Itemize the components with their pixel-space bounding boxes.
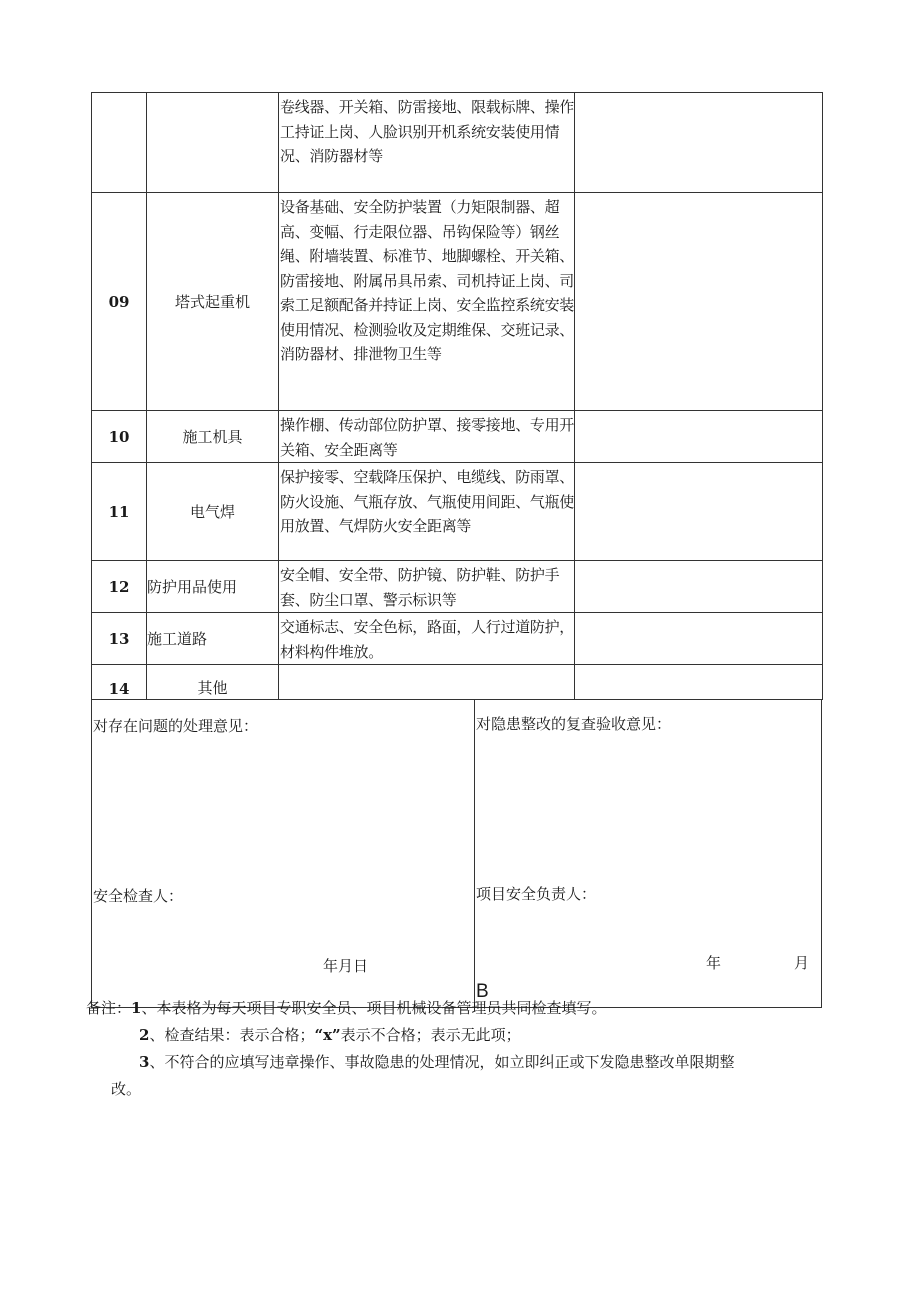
- row-item-name: 施工道路: [147, 613, 279, 665]
- inspection-sheet: [91, 92, 822, 1008]
- row-check-result[interactable]: [575, 561, 823, 613]
- row-number: 09: [92, 193, 147, 411]
- table-row: [92, 193, 823, 411]
- row-number: 10: [92, 411, 147, 463]
- row-check-content: [279, 665, 575, 700]
- remark-text: 改。: [111, 1080, 142, 1098]
- mark-letter: B: [476, 981, 489, 1002]
- row-check-content: 操作棚、传动部位防护罩、接零接地、专用开关箱、安全距离等: [279, 411, 575, 463]
- inspection-table: [91, 92, 823, 700]
- remark-x-symbol: “x”: [314, 1026, 341, 1044]
- row-item-name: 塔式起重机: [147, 193, 279, 411]
- row-check-result[interactable]: [575, 193, 823, 411]
- table-row: [92, 411, 823, 463]
- row-item-name: [147, 93, 279, 193]
- project-safety-manager-label: 项目安全负责人：: [476, 885, 597, 903]
- row-check-result[interactable]: [575, 411, 823, 463]
- row-check-result[interactable]: [575, 463, 823, 561]
- row-number: 14: [92, 665, 147, 700]
- remark-text: 、检查结果：表示合格；: [149, 1026, 315, 1044]
- opinion-divider: [474, 700, 475, 1007]
- row-item-name: 防护用品使用: [147, 561, 279, 613]
- row-number: 13: [92, 613, 147, 665]
- row-check-result[interactable]: [575, 613, 823, 665]
- row-check-result[interactable]: [575, 93, 823, 193]
- remark-number: 1: [131, 999, 142, 1017]
- review-opinion-label: 对隐患整改的复查验收意见：: [476, 715, 672, 733]
- table-row: [92, 93, 823, 193]
- row-check-content: 安全帽、安全带、防护镜、防护鞋、防护手套、防尘口罩、警示标识等: [279, 561, 575, 613]
- opinion-section: [91, 700, 822, 1008]
- remark-number: 2: [139, 1026, 150, 1044]
- remark-text: 、本表格为每天项目专职安全员、项目机械设备管理员共同检查填写。: [141, 999, 607, 1017]
- row-number: [92, 93, 147, 193]
- remarks: [86, 995, 826, 1103]
- row-check-content: 交通标志、安全色标，路面，人行过道防护，材料构件堆放。: [279, 613, 575, 665]
- inspection-date-label: 年月日: [323, 957, 369, 975]
- row-check-content: 设备基础、安全防护装置（力矩限制器、超高、变幅、行走限位器、吊钩保险等）钢丝绳、附墙装置、标准节、地脚螺栓、开关箱、防雷接地、附属吊具吊索、司机持证上岗、司索工足额配备并持证上岗、安全监控系统安装使用情况、检测验收及定期维保、交班记录、消防器材、排泄物卫生等: [279, 193, 575, 411]
- handling-opinion-label: 对存在问题的处理意见：: [93, 717, 259, 735]
- row-check-result[interactable]: [575, 665, 823, 700]
- remark-line-2: [86, 1022, 826, 1049]
- row-check-content: 卷线器、开关箱、防雷接地、限载标牌、操作工持证上岗、人脸识别开机系统安装使用情况、消防器材等: [279, 93, 575, 193]
- remark-line-3: [86, 1049, 826, 1076]
- row-item-name: 其他: [147, 665, 279, 700]
- remark-line-1: [86, 995, 826, 1022]
- remark-line-3-continued: [86, 1076, 826, 1103]
- review-year-label: 年: [706, 954, 722, 972]
- row-check-content: 保护接零、空载降压保护、电缆线、防雨罩、防火设施、气瓶存放、气瓶使用间距、气瓶使用放置、气焊防火安全距离等: [279, 463, 575, 561]
- remark-number: 3: [139, 1053, 150, 1071]
- table-row: [92, 613, 823, 665]
- row-item-name: 施工机具: [147, 411, 279, 463]
- table-row: [92, 561, 823, 613]
- remark-text: 、不符合的应填写违章操作、事故隐患的处理情况，如立即纠正或下发隐患整改单限期整: [149, 1053, 735, 1071]
- safety-inspector-label: 安全检查人：: [93, 887, 184, 905]
- row-item-name: 电气焊: [147, 463, 279, 561]
- table-row: [92, 463, 823, 561]
- row-number: 12: [92, 561, 147, 613]
- remark-text: 表示不合格；表示无此项；: [340, 1026, 521, 1044]
- remark-prefix: 备注：: [86, 999, 132, 1017]
- table-row: [92, 665, 823, 700]
- review-month-label: 月: [794, 954, 810, 972]
- row-number: 11: [92, 463, 147, 561]
